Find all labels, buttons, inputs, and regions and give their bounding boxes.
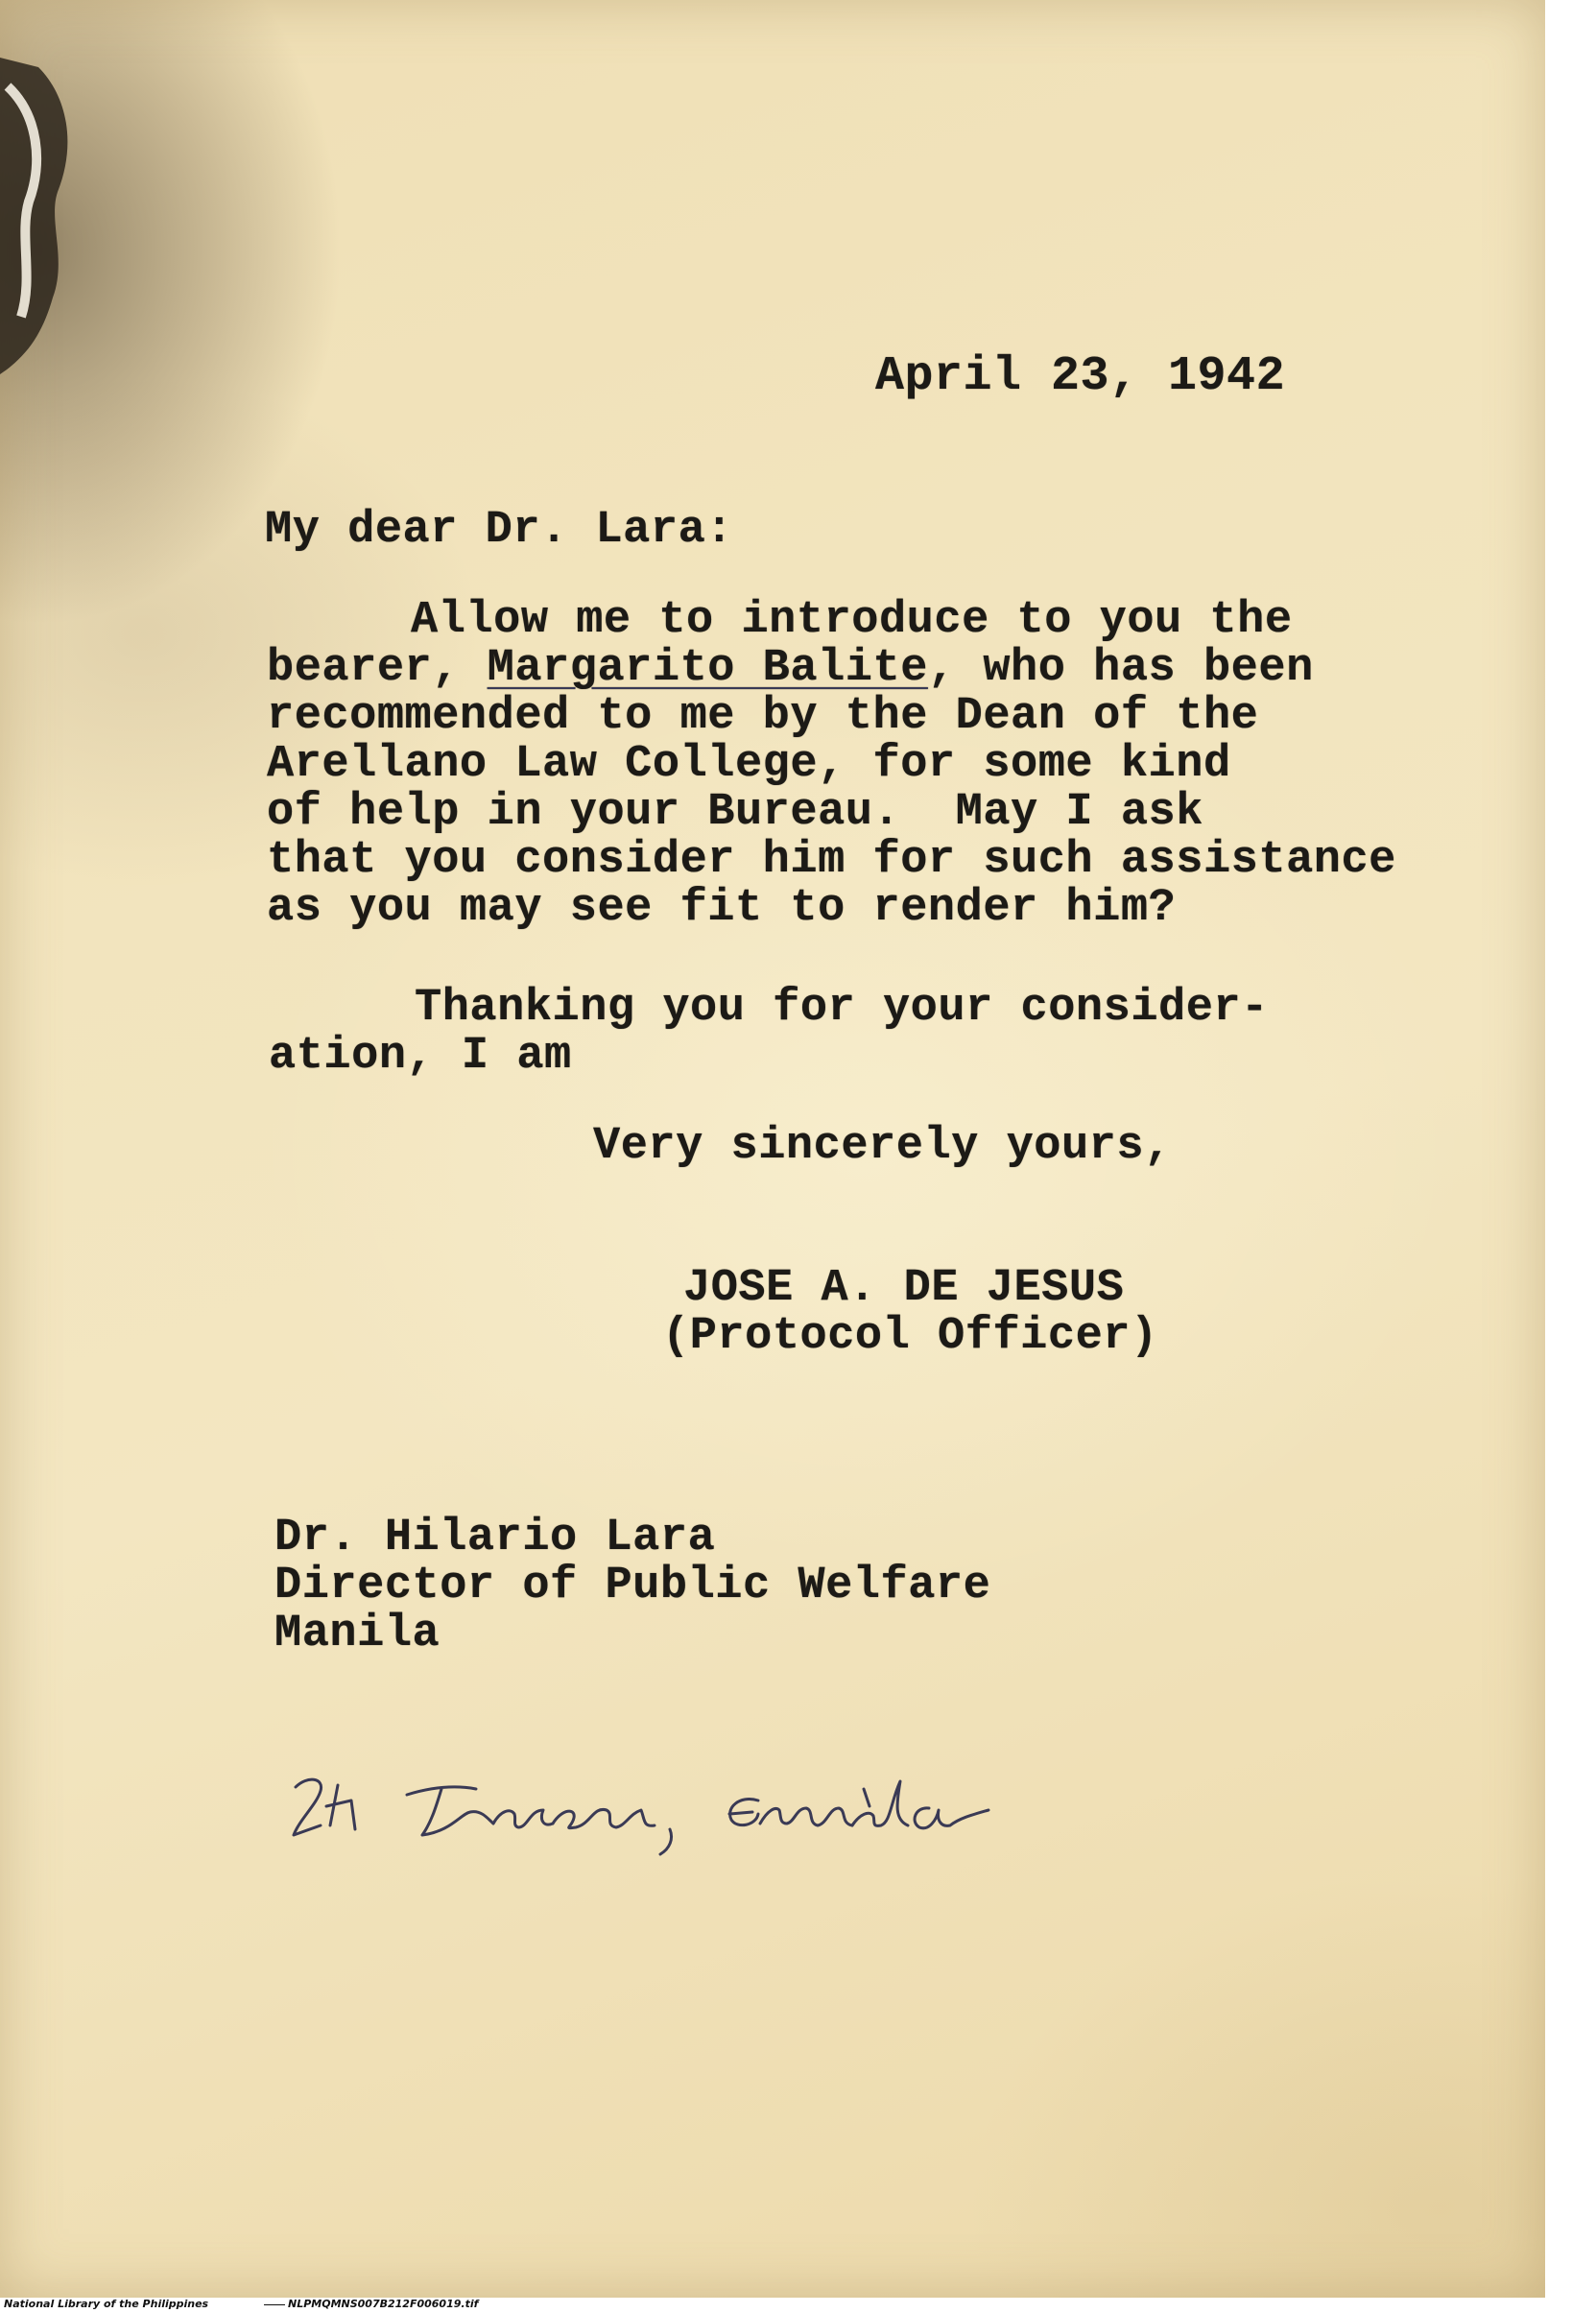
thanks-line-1: Thanking you for your consider- — [415, 983, 1269, 1034]
bearer-name: Margarito Balite — [487, 643, 928, 694]
footer-library: National Library of the Philippines — [4, 2298, 209, 2310]
salutation: My dear Dr. Lara: — [265, 505, 733, 556]
closing: Very sincerely yours, — [593, 1121, 1172, 1172]
letter-date: April 23, 1942 — [875, 349, 1286, 404]
footer-bar — [0, 2298, 1596, 2313]
handwritten-note — [288, 1747, 1171, 1862]
body-line-7: as you may see fit to render him? — [267, 883, 1177, 934]
footer-divider — [264, 2304, 285, 2305]
body-line-2-prefix: bearer, — [267, 643, 488, 694]
signature-title: (Protocol Officer) — [662, 1311, 1158, 1362]
body-line-5: of help in your Bureau. May I ask — [267, 787, 1203, 838]
thanks-line-2: ation, I am — [269, 1031, 572, 1082]
torn-edge-mark — [0, 58, 86, 374]
body-line-4: Arellano Law College, for some kind — [267, 739, 1231, 790]
body-line-2 — [267, 645, 1314, 693]
body-line-3: recommended to me by the Dean of the — [267, 691, 1259, 742]
body-line-2-suffix: , who has been — [927, 643, 1314, 694]
body-line-1: Allow me to introduce to you the — [411, 595, 1293, 646]
recipient-position: Director of Public Welfare — [274, 1561, 991, 1611]
footer-filename: NLPMQMNS007B212F006019.tif — [288, 2298, 479, 2310]
recipient-city: Manila — [274, 1609, 441, 1659]
recipient-name: Dr. Hilario Lara — [274, 1513, 716, 1563]
signature-name: JOSE A. DE JESUS — [683, 1263, 1125, 1314]
body-line-6: that you consider him for such assistance — [267, 835, 1396, 886]
